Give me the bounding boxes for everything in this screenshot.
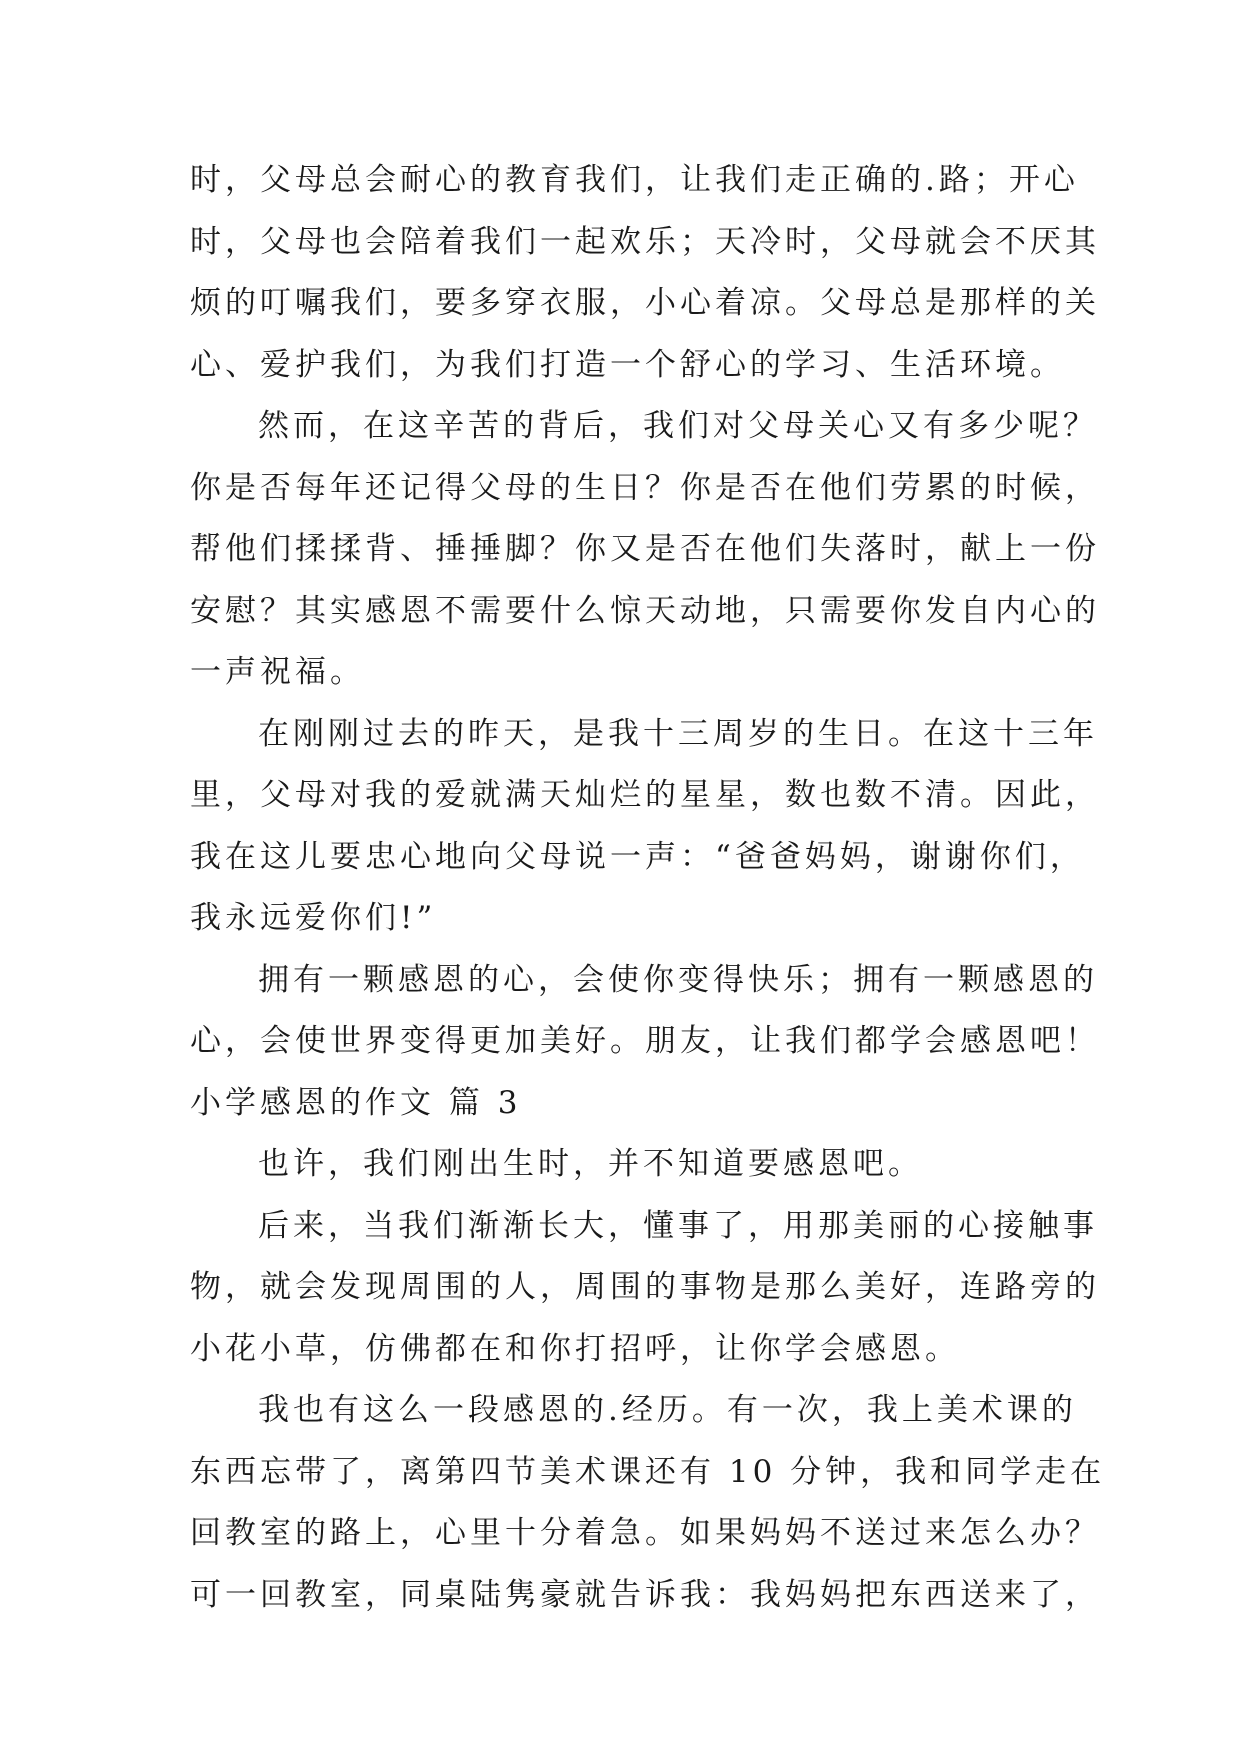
- text-line: 小学感恩的作文 篇 3: [190, 1084, 522, 1121]
- text-line: 烦的叮嘱我们，要多穿衣服，小心着凉。父母总是那样的关: [190, 285, 1100, 321]
- text-line: 帮他们揉揉背、捶捶脚？你又是否在他们失落时，献上一份: [190, 531, 1100, 567]
- text-line: 小花小草，仿佛都在和你打招呼，让你学会感恩。: [190, 1330, 960, 1367]
- text-line: 后来，当我们渐渐长大，懂事了，用那美丽的心接触事: [258, 1207, 1098, 1244]
- text-line: 你是否每年还记得父母的生日？你是否在他们劳累的时候，: [190, 469, 1100, 506]
- text-line: 物，就会发现周围的人，周围的事物是那么美好，连路旁的: [190, 1269, 1100, 1305]
- document-body: [190, 150, 1106, 1626]
- text-line: 在刚刚过去的昨天，是我十三周岁的生日。在这十三年: [258, 715, 1098, 752]
- text-line: 时，父母也会陪着我们一起欢乐；天冷时，父母就会不厌其: [190, 223, 1100, 260]
- text-line: 时，父母总会耐心的教育我们，让我们走正确的.路；开心: [190, 162, 1079, 198]
- text-line: 可一回教室，同桌陆隽豪就告诉我：我妈妈把东西送来了，: [190, 1576, 1100, 1613]
- text-line: 里，父母对我的爱就满天灿烂的星星，数也数不清。因此，: [190, 777, 1100, 813]
- text-line: 我在这儿要忠心地向父母说一声：“爸爸妈妈，谢谢你们，: [190, 838, 1085, 875]
- document-page: [190, 150, 1106, 1626]
- text-line: 回教室的路上，心里十分着急。如果妈妈不送过来怎么办？: [190, 1515, 1100, 1551]
- text-line: 我永远爱你们!”: [190, 900, 437, 936]
- text-line: 安慰？其实感恩不需要什么惊天动地，只需要你发自内心的: [190, 592, 1100, 629]
- text-line: 拥有一颗感恩的心，会使你变得快乐；拥有一颗感恩的: [258, 961, 1098, 998]
- text-line: 也许，我们刚出生时，并不知道要感恩吧。: [258, 1146, 923, 1182]
- text-line: 然而，在这辛苦的背后，我们对父母关心又有多少呢？: [258, 408, 1098, 444]
- text-line: 一声祝福。: [190, 654, 365, 690]
- text-line: 我也有这么一段感恩的.经历。有一次，我上美术课的: [258, 1392, 1077, 1428]
- text-line: 东西忘带了，离第四节美术课还有 10 分钟，我和同学走在: [190, 1453, 1106, 1490]
- text-line: 心，会使世界变得更加美好。朋友，让我们都学会感恩吧！: [190, 1023, 1100, 1059]
- text-line: 心、爱护我们，为我们打造一个舒心的学习、生活环境。: [190, 346, 1065, 383]
